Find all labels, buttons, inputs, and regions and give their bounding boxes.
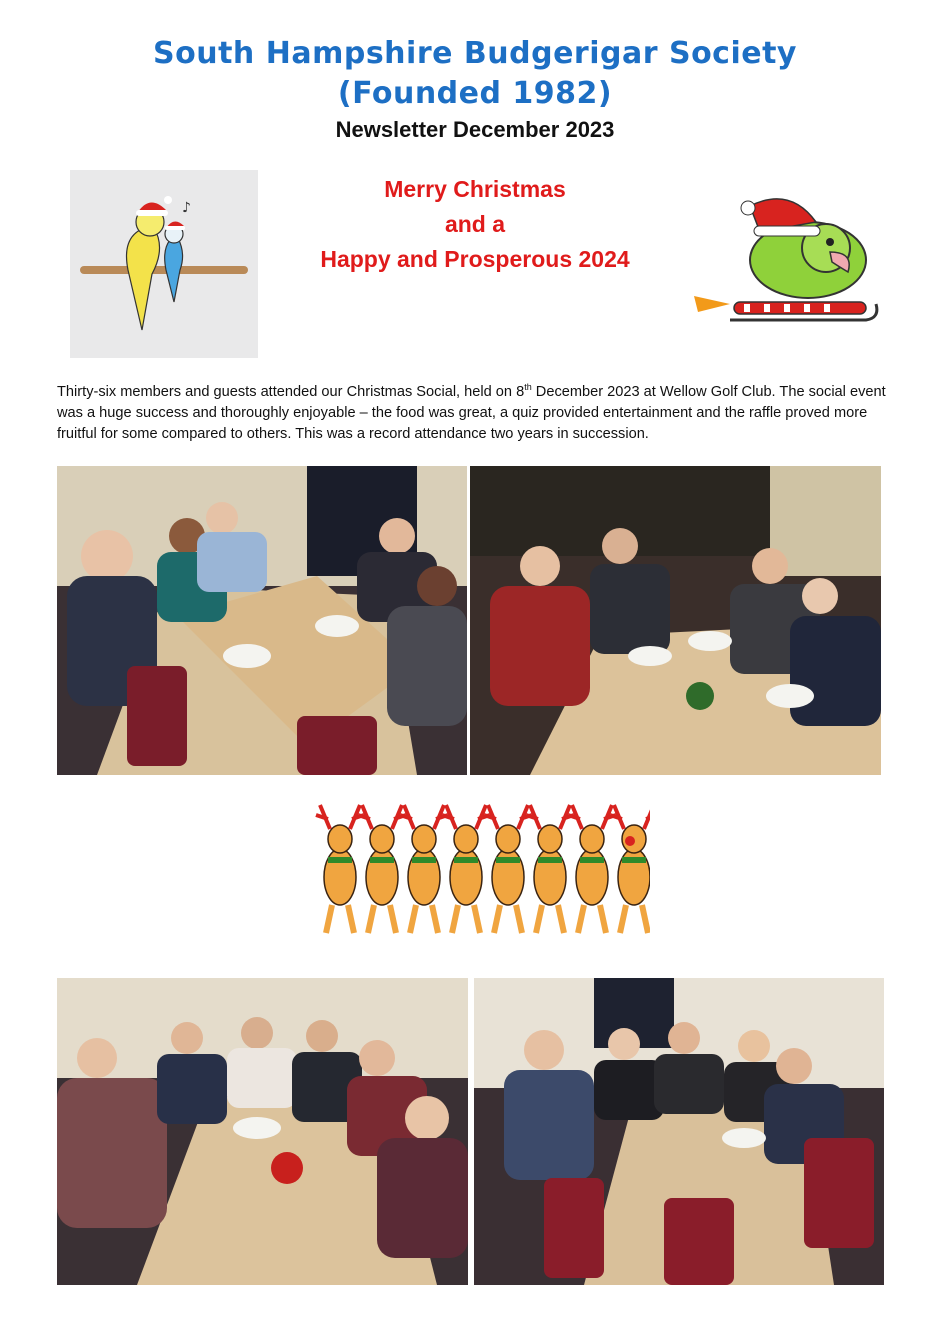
- social-photo-2: [470, 466, 881, 775]
- greeting-line-1: Merry Christmas: [384, 176, 566, 202]
- social-photo-1: [57, 466, 467, 775]
- founded-line: (Founded 1982): [337, 76, 613, 111]
- greeting-line-2: and a: [444, 211, 506, 237]
- social-photo-3: [57, 978, 468, 1285]
- greeting-line-3: Happy and Prosperous 2024: [320, 246, 630, 272]
- svg-text:♪: ♪: [182, 200, 191, 216]
- society-title: South Hampshire Budgerigar Society: [153, 36, 797, 71]
- intro-ordinal-suffix: th: [524, 382, 532, 393]
- intro-paragraph: [57, 382, 897, 445]
- singing-reindeer-image: [310, 795, 650, 945]
- social-photo-4: [474, 978, 884, 1285]
- newsletter-title: Newsletter December 2023: [335, 117, 615, 142]
- intro-text-2: December 2023 at Wellow Golf Club. The social event was a huge success and thoroughly enjoyable – the food was great, a quiz provided entertainment and the raffle proved more fruitful for some compared to others. This was a record attendance two years in succession.: [57, 384, 886, 442]
- parrot-sledge-image: [690, 192, 886, 334]
- intro-text-1: Thirty-six members and guests attended our Christmas Social, held on 8: [57, 384, 525, 400]
- budgies-santa-hats-image: [70, 170, 258, 358]
